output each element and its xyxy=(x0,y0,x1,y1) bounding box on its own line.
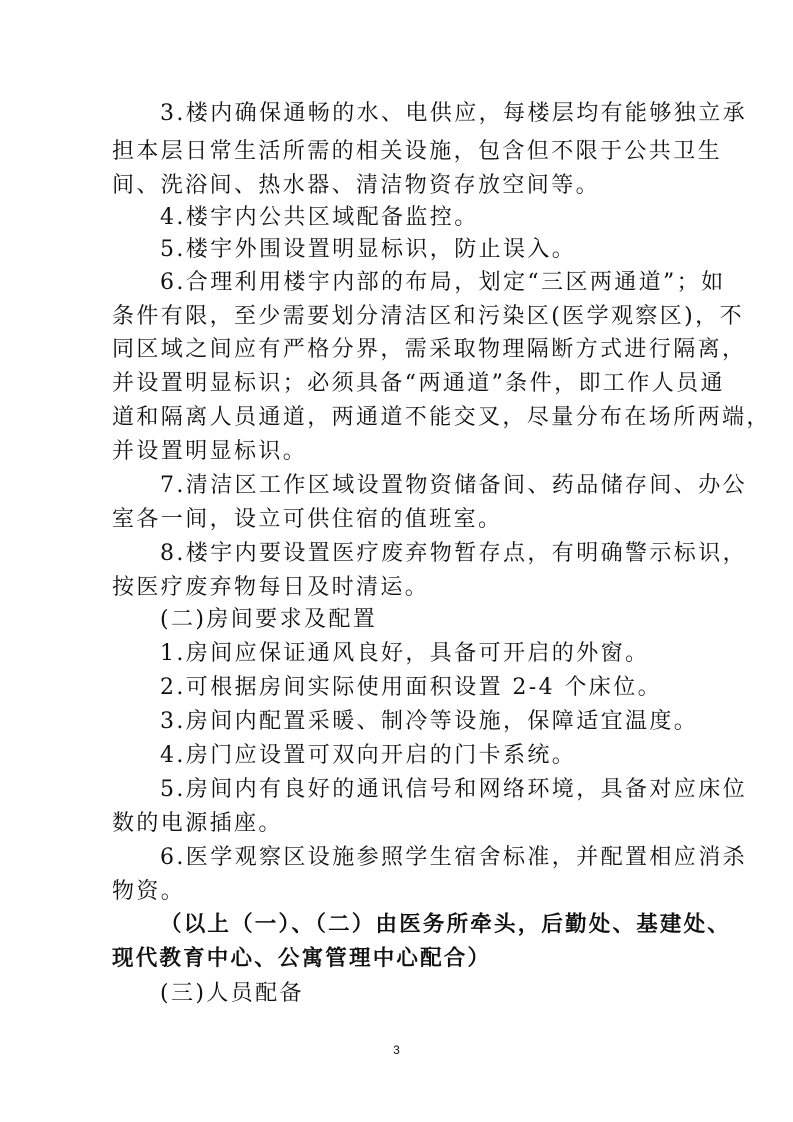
paragraph-line: 4.房门应设置可双向开启的门卡系统。 xyxy=(160,743,577,768)
paragraph-line: 物资。 xyxy=(112,879,186,904)
paragraph-line: 间、洗浴间、热水器、清洁物资存放空间等。 xyxy=(112,173,601,198)
paragraph-line: 2.可根据房间实际使用面积设置 2-4 个床位。 xyxy=(160,675,663,700)
paragraph-line: 5.楼宇外围设置明显标识，防止误入。 xyxy=(160,237,577,262)
paragraph-line: 同区域之间应有严格分界，需采取物理隔断方式进行隔离， xyxy=(112,337,747,362)
paragraph-line: 3.楼内确保通畅的水、电供应，每楼层均有能够独立承 xyxy=(160,101,747,126)
paragraph-line: 7.清洁区工作区域设置物资储备间、药品储存间、办公 xyxy=(160,473,747,498)
paragraph-line: 道和隔离人员通道，两通道不能交叉，尽量分布在场所两端， xyxy=(112,405,771,430)
paragraph-line: 6.合理利用楼宇内部的布局，划定“三区两通道”；如 xyxy=(160,270,726,295)
paragraph-line: 1.房间应保证通风良好，具备可开启的外窗。 xyxy=(160,641,650,666)
paragraph-line: 8.楼宇内要设置医疗废弃物暂存点，有明确警示标识， xyxy=(160,541,747,566)
bold-note-line: （以上（一）、（二）由医务所牵头，后勤处、基建处、 xyxy=(160,912,732,937)
paragraph-line: 并设置明显标识；必须具备“两通道”条件，即工作人员通 xyxy=(112,371,725,396)
bold-note-line: 现代教育中心、公寓管理中心配合） xyxy=(112,946,492,971)
paragraph-line: 条件有限，至少需要划分清洁区和污染区(医学观察区)，不 xyxy=(112,304,744,329)
section-heading: (三)人员配备 xyxy=(160,981,304,1006)
paragraph-line: 3.房间内配置采暖、制冷等设施，保障适宜温度。 xyxy=(160,709,699,734)
paragraph-line: 室各一间，设立可供住宿的值班室。 xyxy=(112,507,503,532)
paragraph-line: 按医疗废弃物每日及时清运。 xyxy=(112,575,430,600)
page-number: 3 xyxy=(393,1043,400,1057)
paragraph-line: 数的电源插座。 xyxy=(112,811,283,836)
paragraph-line: 并设置明显标识。 xyxy=(112,439,308,464)
paragraph-line: 4.楼宇内公共区域配备监控。 xyxy=(160,205,479,230)
paragraph-line: 6.医学观察区设施参照学生宿舍标准，并配置相应消杀 xyxy=(160,845,747,870)
section-heading: (二)房间要求及配置 xyxy=(160,607,378,632)
paragraph-line: 担本层日常生活所需的相关设施，包含但不限于公共卫生 xyxy=(112,139,723,164)
paragraph-line: 5.房间内有良好的通讯信号和网络环境，具备对应床位 xyxy=(160,777,747,802)
